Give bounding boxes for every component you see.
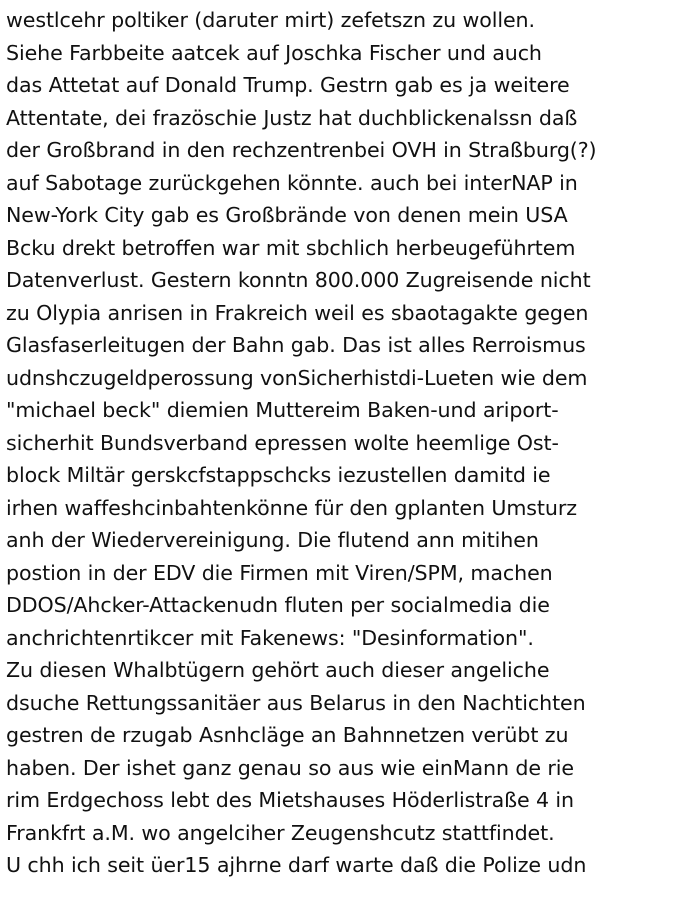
text-line: zu Olypia anrisen in Frakreich weil es sbaotagakte gegen: [6, 300, 589, 325]
text-line: das Attetat auf Donald Trump. Gestrn gab es ja weitere: [6, 73, 570, 97]
text-line: sicherhit Bundsverband epressen wolte heemlige Ost-: [6, 430, 559, 455]
text-line: westlcehr poltiker (daruter mirt) zefetszn zu wollen.: [6, 8, 535, 32]
text-line: udnshczugeldperossung vonSicherhistdi-Lueten wie dem: [6, 365, 588, 390]
text-line: block Miltär gerskcfstappschcks iezustellen damitd ie: [6, 463, 551, 487]
text-line: U chh ich seit üer15 ajhrne darf warte daß die Polize udn: [6, 853, 587, 877]
text-line: der Großbrand in den rechzentrenbei OVH in Straßburg(?): [6, 138, 597, 162]
text-line: auf Sabotage zurückgehen könnte. auch bei interNAP in: [6, 170, 578, 195]
text-line: anchrichtenrtikcer mit Fakenews: "Desinformation".: [6, 625, 534, 650]
text-line: anh der Wiedervereinigung. Die flutend ann mitihen: [6, 528, 539, 552]
text-line: postion in der EDV die Firmen mit Viren/SPM, machen: [6, 560, 553, 585]
text-line: Glasfaserleitugen der Bahn gab. Das ist alles Rerroismus: [6, 333, 586, 357]
text-line: "michael beck" diemien Muttereim Baken-und ariport-: [6, 398, 559, 422]
text-line: New-York City gab es Großbrände von denen mein USA: [6, 203, 568, 227]
text-line: Frankfrt a.M. wo angelciher Zeugenshcutz stattfindet.: [6, 820, 555, 845]
text-line: dsuche Rettungssanitäer aus Belarus in den Nachtichten: [6, 690, 586, 715]
text-line: gestren de rzugab Asnhcläge an Bahnnetzen verübt zu: [6, 723, 569, 747]
text-line: Siehe Farbbeite aatcek auf Joschka Fischer und auch: [6, 40, 542, 65]
text-line: irhen waffeshcinbahtenkönne für den gplanten Umsturz: [6, 495, 577, 520]
text-block: [6, 4, 682, 882]
text-line: DDOS/Ahcker-Attackenudn fluten per socialmedia die: [6, 593, 550, 617]
text-line: rim Erdgechoss lebt des Mietshauses Höderlistraße 4 in: [6, 788, 575, 812]
text-line: Attentate, dei frazöschie Justz hat duchblickenalssn daß: [6, 105, 578, 130]
text-line: Zu diesen Whalbtügern gehört auch dieser angeliche: [6, 658, 550, 682]
text-line: haben. Der ishet ganz genau so aus wie einMann de rie: [6, 755, 574, 780]
text-line: Datenverlust. Gestern konntn 800.000 Zugreisende nicht: [6, 268, 591, 292]
text-line: Bcku drekt betroffen war mit sbchlich herbeugeführtem: [6, 235, 576, 260]
